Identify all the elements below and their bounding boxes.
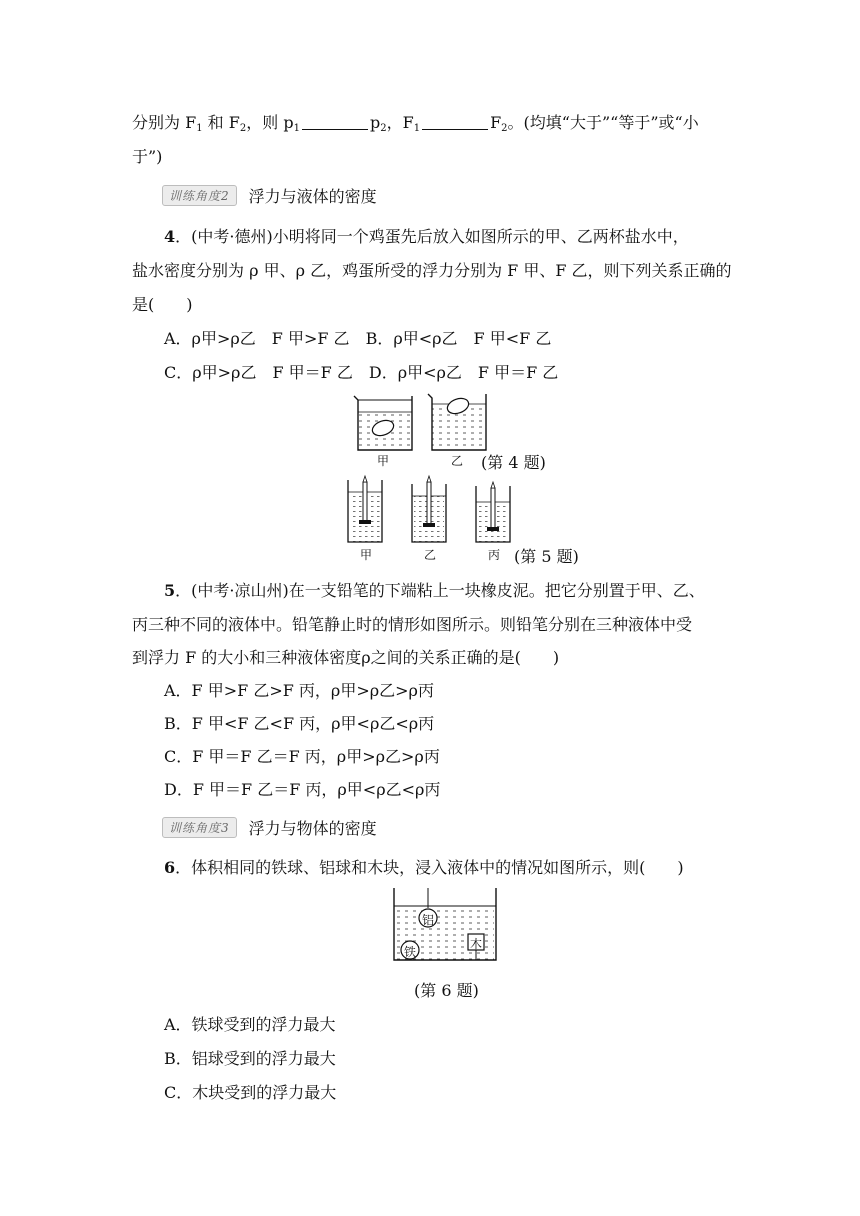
q5-line-1: 5．(中考·凉山州)在一支铅笔的下端粘上一块橡皮泥。把它分别置于甲、乙、 (164, 581, 705, 600)
option-a[interactable]: A．ρ甲>ρ乙 F 甲>F 乙 (164, 329, 350, 348)
q4-options-row-1 (164, 328, 551, 350)
cylinder-jia (348, 476, 382, 542)
fig6-label-wood: 木 (470, 937, 483, 951)
fig5-caption: (第 5 题) (514, 547, 579, 566)
option-c[interactable]: C．木块受到的浮力最大 (164, 1083, 337, 1102)
beaker-yi (428, 394, 486, 450)
option-d[interactable]: D．F 甲＝F 乙＝F 丙，ρ甲<ρ乙<ρ丙 (164, 780, 441, 799)
option-c[interactable]: C．F 甲＝F 乙＝F 丙，ρ甲>ρ乙>ρ丙 (164, 747, 440, 766)
option-b[interactable]: B．ρ甲<ρ乙 F 甲<F 乙 (365, 329, 552, 348)
beaker-jia (354, 396, 412, 450)
q5-line-2: 丙三种不同的液体中。铅笔静止时的情形如图所示。则铅笔分别在三种液体中受 (132, 615, 693, 634)
fig5-label-yi: 乙 (424, 548, 437, 562)
fig5-label-jia: 甲 (360, 548, 373, 562)
q5-figure (340, 474, 520, 548)
section-title: 浮力与物体的密度 (248, 819, 377, 838)
clay-icon (423, 523, 435, 527)
section-header-2 (162, 184, 377, 207)
fig4-label-yi: 乙 (451, 454, 464, 468)
option-d[interactable]: D．ρ甲<ρ乙 F 甲＝F 乙 (368, 363, 559, 382)
option-c[interactable]: C．ρ甲>ρ乙 F 甲＝F 乙 (164, 363, 353, 382)
q6-line-1: 6．体积相同的铁球、铝球和木块，浸入液体中的情况如图所示，则( ) (164, 858, 684, 877)
q3-line-1: 分别为 $F_1$ 和 $F_2$，则 $p_1$ $p_2$，$F_1$ $F_2$。(均填“大于”“等于”或“小 (132, 113, 699, 134)
section-header-3 (162, 816, 377, 839)
fig4-caption: (第 4 题) (481, 453, 546, 472)
q4-options-row-2 (164, 362, 558, 384)
option-a[interactable]: A．F 甲>F 乙>F 丙，ρ甲>ρ乙>ρ丙 (164, 681, 434, 700)
q5-line-3: 到浮力 F 的大小和三种液体密度ρ之间的关系正确的是( ) (132, 648, 560, 667)
option-a[interactable]: A．铁球受到的浮力最大 (164, 1015, 336, 1034)
fig6-label-fe: 铁 (404, 945, 417, 959)
pencil-icon (491, 488, 495, 528)
q4-line-2: 盐水密度分别为 ρ 甲、ρ 乙，鸡蛋所受的浮力分别为 F 甲、F 乙，则下列关系正确的 (132, 261, 732, 280)
q4-line-1: 4．(中考·德州)小明将同一个鸡蛋先后放入如图所示的甲、乙两杯盐水中， (164, 227, 689, 246)
pencil-icon (363, 482, 367, 522)
q4-line-3: 是( ) (132, 295, 193, 314)
q3-line-2: 于”) (132, 147, 163, 166)
answer-blank[interactable] (302, 115, 368, 130)
option-b[interactable]: B．铝球受到的浮力最大 (164, 1049, 336, 1068)
option-b[interactable]: B．F 甲<F 乙<F 丙，ρ甲<ρ乙<ρ丙 (164, 714, 435, 733)
fig6-label-al: 铝 (422, 913, 435, 927)
section-title: 浮力与液体的密度 (248, 187, 377, 206)
clay-icon (359, 520, 371, 524)
section-tag: 训练角度2 (162, 185, 237, 206)
fig6-caption: (第 6 题) (414, 981, 479, 1000)
fig5-label-bing: 丙 (488, 548, 501, 562)
answer-blank[interactable] (422, 115, 488, 130)
fig4-label-jia: 甲 (377, 454, 390, 468)
section-tag: 训练角度3 (162, 817, 237, 838)
pencil-icon (427, 482, 431, 524)
clay-icon (487, 527, 499, 531)
cylinder-yi (412, 476, 446, 542)
cylinder-bing (476, 482, 510, 542)
